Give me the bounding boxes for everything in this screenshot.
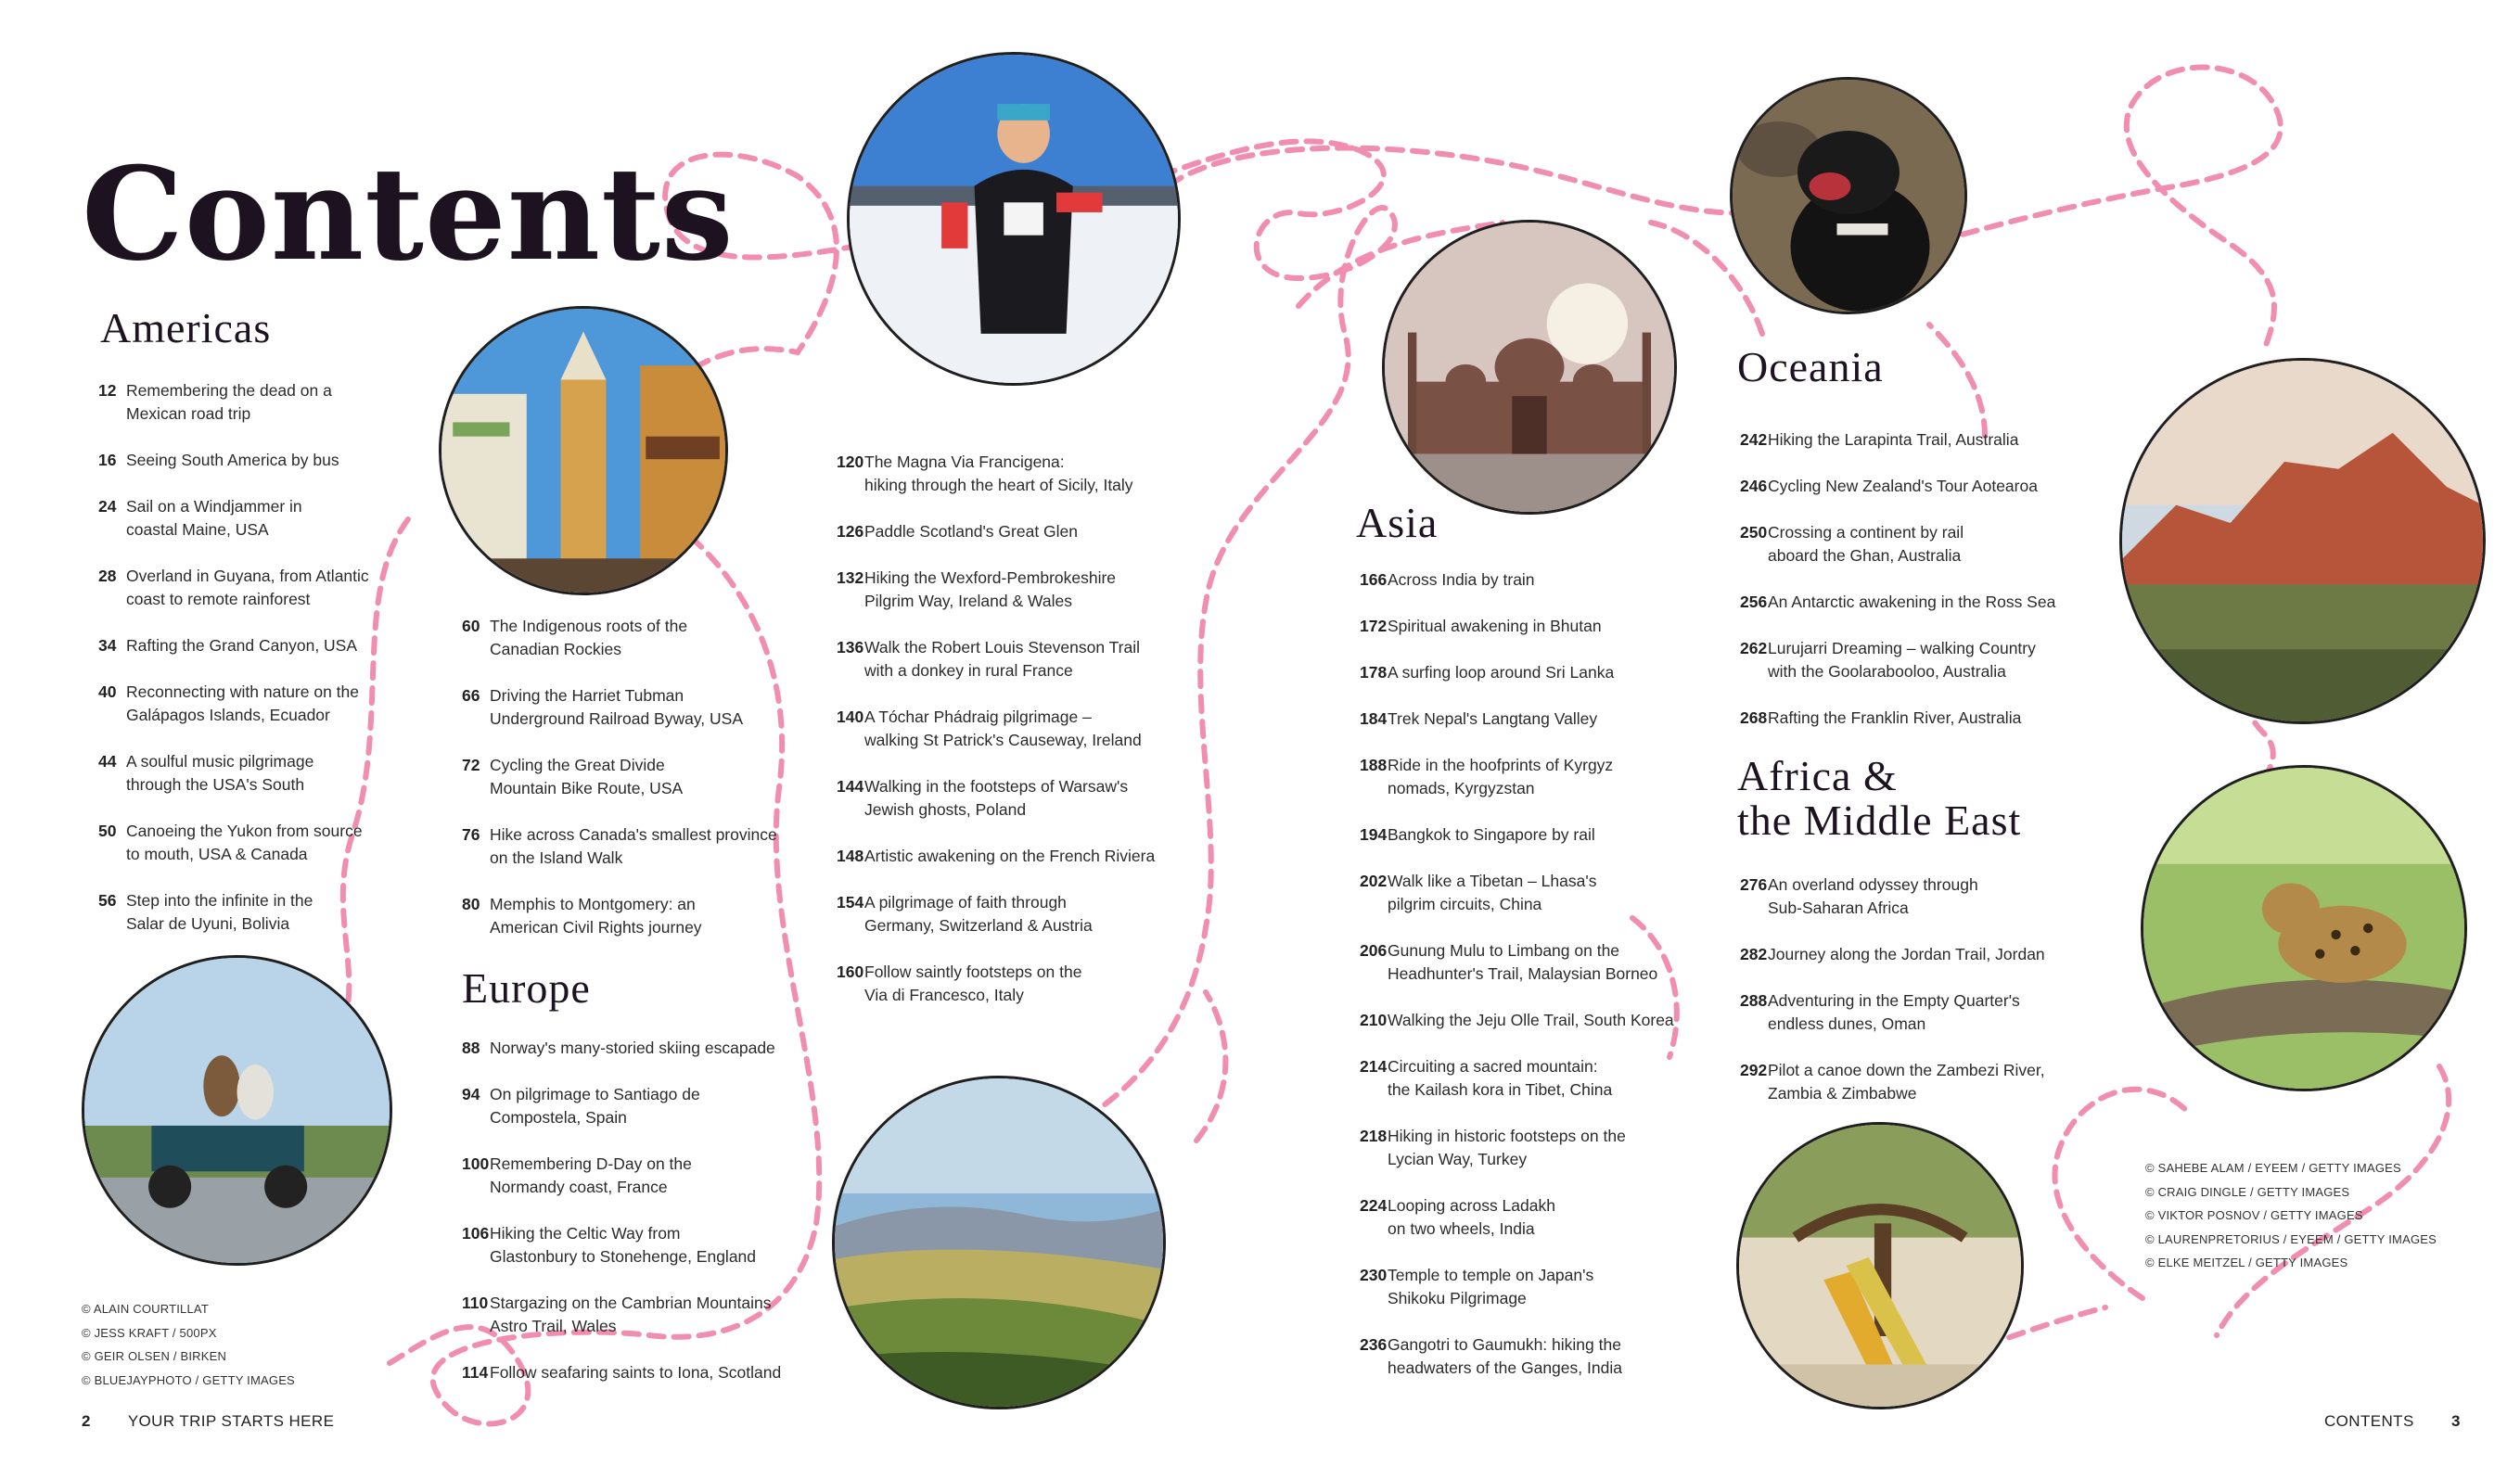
toc-title: Temple to temple on Japan's Shikoku Pilgrimage [1388, 1266, 1594, 1307]
toc-page-number: 88 [462, 1039, 480, 1057]
toc-entry[interactable] [462, 1153, 814, 1199]
toc-americas-continued [462, 615, 814, 939]
photo-credit: © ELKE MEITZEL / GETTY IMAGES [2145, 1256, 2348, 1269]
toc-page-number: 132 [837, 568, 864, 587]
toc-title: Walk the Robert Louis Stevenson Trail with a donkey in rural France [864, 638, 1140, 680]
toc-title: Remembering D-Day on the Normandy coast, France [490, 1154, 692, 1196]
page-title: Contents [82, 138, 735, 289]
toc-page-number: 242 [1740, 430, 1768, 449]
toc-page-number: 202 [1360, 872, 1388, 890]
toc-entry[interactable] [98, 634, 404, 657]
toc-entry[interactable] [1360, 1055, 1740, 1102]
toc-entry[interactable] [837, 451, 1208, 497]
folio-right [2324, 1412, 2461, 1431]
toc-page-number: 72 [462, 756, 480, 774]
folio-left [82, 1412, 334, 1431]
toc-entry[interactable] [462, 754, 814, 800]
toc-title: Cycling New Zealand's Tour Aotearoa [1768, 477, 2038, 495]
toc-entry[interactable] [1360, 1125, 1740, 1171]
toc-page-number: 16 [98, 451, 117, 469]
toc-page-number: 262 [1740, 639, 1768, 657]
toc-page-number: 276 [1740, 875, 1768, 894]
toc-page-number: 194 [1360, 825, 1388, 844]
toc-page-number: 12 [98, 381, 117, 400]
toc-title: Pilot a canoe down the Zambezi River, Zambia & Zimbabwe [1768, 1061, 2045, 1103]
toc-page-number: 40 [98, 682, 117, 701]
toc-title: Follow saintly footsteps on the Via di Francesco, Italy [864, 963, 1082, 1004]
toc-page-number: 188 [1360, 756, 1388, 774]
photo-red-mountains [2119, 358, 2486, 724]
toc-page-number: 126 [837, 522, 864, 541]
toc-page-number: 80 [462, 895, 480, 913]
toc-title: A surfing loop around Sri Lanka [1388, 663, 1615, 682]
toc-title: Stargazing on the Cambrian Mountains Astro Trail, Wales [490, 1294, 772, 1335]
toc-title: Adventuring in the Empty Quarter's endless dunes, Oman [1768, 991, 2020, 1033]
toc-page-number: 166 [1360, 570, 1388, 589]
toc-title: Paddle Scotland's Great Glen [864, 522, 1079, 541]
toc-entry[interactable] [1360, 661, 1740, 684]
toc-africa-middle-east [1740, 873, 2111, 1105]
toc-title: Lurujarri Dreaming – walking Country with the Goolarabooloo, Australia [1768, 639, 2036, 681]
toc-page-number: 100 [462, 1154, 490, 1173]
toc-page-number: 256 [1740, 593, 1768, 611]
toc-entry[interactable] [462, 684, 814, 731]
toc-page-number: 140 [837, 708, 864, 726]
toc-page-number: 120 [837, 453, 864, 471]
toc-page-number: 44 [98, 752, 117, 771]
section-heading-oceania: Oceania [1737, 343, 1884, 390]
toc-entry[interactable] [837, 567, 1208, 613]
toc-entry[interactable] [1740, 1059, 2111, 1105]
toc-entry[interactable] [837, 775, 1208, 822]
section-heading-europe: Europe [462, 964, 591, 1012]
toc-entry[interactable] [98, 820, 404, 866]
photo-sidecar-motorcycle [82, 955, 392, 1266]
toc-entry[interactable] [462, 1292, 814, 1338]
toc-entry[interactable] [1740, 428, 2111, 452]
running-head-left: YOUR TRIP STARTS HERE [127, 1412, 335, 1430]
toc-title: Canoeing the Yukon from source to mouth, USA & Canada [126, 822, 363, 863]
toc-title: Journey along the Jordan Trail, Jordan [1768, 945, 2045, 963]
toc-entry[interactable] [462, 893, 814, 939]
toc-entry[interactable] [98, 449, 404, 472]
toc-title: A pilgrimage of faith through Germany, Switzerland & Austria [864, 893, 1093, 935]
page-number-left: 2 [82, 1412, 91, 1430]
toc-entry[interactable] [98, 681, 404, 727]
toc-page-number: 106 [462, 1224, 490, 1243]
toc-entry[interactable] [98, 565, 404, 611]
toc-page-number: 154 [837, 893, 864, 912]
toc-page-number: 160 [837, 963, 864, 981]
toc-page-number: 246 [1740, 477, 1768, 495]
toc-title: Walking the Jeju Olle Trail, South Korea [1388, 1011, 1674, 1029]
toc-page-number: 218 [1360, 1127, 1388, 1145]
toc-title: Memphis to Montgomery: an American Civil Rights journey [490, 895, 702, 937]
toc-page-number: 282 [1740, 945, 1768, 963]
photo-leopard [2141, 765, 2467, 1091]
toc-page-number: 268 [1740, 708, 1768, 727]
toc-entry[interactable] [837, 636, 1208, 682]
photo-credit: © VIKTOR POSNOV / GETTY IMAGES [2145, 1208, 2363, 1222]
toc-title: An overland odyssey through Sub-Saharan Africa [1768, 875, 1978, 917]
toc-title: Artistic awakening on the French Riviera [864, 847, 1156, 865]
photo-credits-left [82, 1297, 295, 1392]
toc-title: The Magna Via Francigena: hiking through the heart of Sicily, Italy [864, 453, 1133, 494]
toc-page-number: 114 [462, 1363, 489, 1382]
toc-title: Step into the infinite in the Salar de Uyuni, Bolivia [126, 891, 313, 933]
toc-entry[interactable] [837, 520, 1208, 543]
photo-credit: © GEIR OLSEN / BIRKEN [82, 1349, 227, 1363]
toc-title: Follow seafaring saints to Iona, Scotland [490, 1363, 782, 1382]
toc-entry[interactable] [1360, 754, 1740, 800]
toc-entry[interactable] [98, 889, 404, 936]
toc-title: Gunung Mulu to Limbang on the Headhunter's Trail, Malaysian Borneo [1388, 941, 1658, 983]
toc-title: A soulful music pilgrimage through the USA's South [126, 752, 314, 794]
toc-title: Across India by train [1388, 570, 1535, 589]
toc-europe-continued [837, 451, 1208, 1007]
toc-title: A Tóchar Phádraig pilgrimage – walking St Patrick's Causeway, Ireland [864, 708, 1142, 749]
toc-title: Cycling the Great Divide Mountain Bike Route, USA [490, 756, 684, 797]
toc-page-number: 210 [1360, 1011, 1388, 1029]
toc-page-number: 110 [462, 1294, 489, 1312]
toc-entry[interactable] [837, 961, 1208, 1007]
toc-title: Walking in the footsteps of Warsaw's Jewish ghosts, Poland [864, 777, 1129, 819]
toc-page-number: 206 [1360, 941, 1388, 960]
toc-page-number: 34 [98, 636, 117, 655]
toc-entry[interactable] [1740, 591, 2111, 614]
photo-skier [847, 52, 1181, 386]
toc-entry[interactable] [1360, 1264, 1740, 1310]
toc-page-number: 76 [462, 825, 480, 844]
toc-entry[interactable] [1740, 637, 2111, 683]
toc-entry[interactable] [1740, 521, 2111, 567]
toc-title: Hiking in historic footsteps on the Lycian Way, Turkey [1388, 1127, 1626, 1168]
toc-entry[interactable] [98, 495, 404, 542]
photo-credit: © BLUEJAYPHOTO / GETTY IMAGES [82, 1372, 295, 1387]
toc-title: Sail on a Windjammer in coastal Maine, USA [126, 497, 302, 539]
toc-page-number: 60 [462, 617, 480, 635]
toc-title: Bangkok to Singapore by rail [1388, 825, 1595, 844]
toc-entry[interactable] [462, 1222, 814, 1269]
toc-page-number: 28 [98, 567, 117, 585]
photo-tasmanian-devil [1730, 77, 1967, 314]
toc-page-number: 50 [98, 822, 117, 840]
toc-title: Hiking the Larapinta Trail, Australia [1768, 430, 2019, 449]
toc-title: Rafting the Grand Canyon, USA [126, 636, 358, 655]
toc-title: Norway's many-storied skiing escapade [490, 1039, 775, 1057]
toc-page-number: 236 [1360, 1335, 1388, 1354]
toc-entry[interactable] [837, 706, 1208, 752]
toc-title: Spiritual awakening in Bhutan [1388, 617, 1602, 635]
toc-entry[interactable] [1360, 939, 1740, 986]
toc-page-number: 250 [1740, 523, 1768, 542]
photo-credit: © SAHEBE ALAM / EYEEM / GETTY IMAGES [2145, 1161, 2401, 1175]
toc-title: Overland in Guyana, from Atlantic coast to remote rainforest [126, 567, 369, 608]
toc-entry[interactable] [837, 845, 1208, 868]
toc-entry[interactable] [98, 379, 404, 426]
toc-entry[interactable] [98, 750, 404, 797]
photo-beach-canoes [1736, 1122, 2024, 1409]
page-number-right: 3 [2450, 1412, 2461, 1430]
toc-page-number: 292 [1740, 1061, 1768, 1079]
toc-entry[interactable] [1360, 1194, 1740, 1241]
toc-page-number: 144 [837, 777, 864, 796]
toc-entry[interactable] [1360, 615, 1740, 638]
section-heading-asia: Asia [1356, 499, 1439, 546]
toc-page-number: 214 [1360, 1057, 1388, 1076]
toc-entry[interactable] [1740, 475, 2111, 498]
toc-entry[interactable] [1740, 943, 2111, 966]
toc-entry[interactable] [462, 1083, 814, 1129]
photo-colonial-street [439, 306, 728, 595]
section-heading-americas: Americas [100, 304, 272, 351]
toc-page-number: 136 [837, 638, 864, 657]
toc-entry[interactable] [462, 615, 814, 661]
toc-title: Looping across Ladakh on two wheels, India [1388, 1196, 1555, 1238]
toc-title: Circuiting a sacred mountain: the Kailash kora in Tibet, China [1388, 1057, 1613, 1099]
photo-credit: © LAURENPRETORIUS / EYEEM / GETTY IMAGES [2145, 1231, 2437, 1246]
toc-page-number: 230 [1360, 1266, 1388, 1284]
toc-entry[interactable] [1360, 870, 1740, 916]
toc-title: Hike across Canada's smallest province on the Island Walk [490, 825, 777, 867]
photo-tuscan-hills [832, 1076, 1166, 1409]
toc-entry[interactable] [1360, 1333, 1740, 1380]
toc-title: Reconnecting with nature on the Galápagos Islands, Ecuador [126, 682, 359, 724]
toc-title: Crossing a continent by rail aboard the Ghan, Australia [1768, 523, 1964, 565]
toc-page-number: 288 [1740, 991, 1768, 1010]
toc-title: Remembering the dead on a Mexican road trip [126, 381, 332, 423]
toc-title: An Antarctic awakening in the Ross Sea [1768, 593, 2056, 611]
photo-credit: © JESS KRAFT / 500PX [82, 1325, 217, 1340]
toc-page-number: 184 [1360, 709, 1388, 728]
toc-oceania [1740, 428, 2111, 730]
photo-credit: © CRAIG DINGLE / GETTY IMAGES [2145, 1184, 2350, 1199]
toc-page-number: 178 [1360, 663, 1388, 682]
toc-title: The Indigenous roots of the Canadian Rockies [490, 617, 688, 658]
toc-entry[interactable] [1360, 823, 1740, 847]
toc-title: Ride in the hoofprints of Kyrgyz nomads, Kyrgyzstan [1388, 756, 1614, 797]
toc-title: Driving the Harriet Tubman Underground Railroad Byway, USA [490, 686, 744, 728]
toc-page-number: 94 [462, 1085, 480, 1103]
toc-entry[interactable] [462, 823, 814, 870]
toc-page-number: 56 [98, 891, 117, 910]
toc-entry[interactable] [462, 1361, 814, 1384]
toc-title: Trek Nepal's Langtang Valley [1388, 709, 1598, 728]
running-head-right: CONTENTS [2324, 1412, 2414, 1430]
toc-page-number: 24 [98, 497, 117, 516]
section-heading-africa-middle-east: Africa & the Middle East [1737, 752, 2022, 845]
photo-mosque-sunset [1382, 220, 1677, 515]
toc-entry[interactable] [1740, 989, 2111, 1036]
toc-americas [98, 379, 404, 936]
toc-entry[interactable] [837, 891, 1208, 937]
toc-title: Rafting the Franklin River, Australia [1768, 708, 2022, 727]
toc-page-number: 66 [462, 686, 480, 705]
toc-entry[interactable] [1360, 568, 1740, 592]
toc-entry[interactable] [1360, 1009, 1740, 1032]
toc-title: Hiking the Celtic Way from Glastonbury to Stonehenge, England [490, 1224, 757, 1266]
toc-entry[interactable] [462, 1037, 814, 1060]
toc-page-number: 148 [837, 847, 864, 865]
toc-page-number: 224 [1360, 1196, 1388, 1215]
toc-title: Gangotri to Gaumukh: hiking the headwaters of the Ganges, India [1388, 1335, 1622, 1377]
toc-entry[interactable] [1740, 707, 2111, 730]
toc-entry[interactable] [1740, 873, 2111, 920]
toc-title: Hiking the Wexford-Pembrokeshire Pilgrim Way, Ireland & Wales [864, 568, 1117, 610]
toc-title: Walk like a Tibetan – Lhasa's pilgrim circuits, China [1388, 872, 1597, 913]
toc-europe [462, 1037, 814, 1384]
photo-credit: © ALAIN COURTILLAT [82, 1302, 209, 1316]
toc-page-number: 172 [1360, 617, 1388, 635]
toc-title: On pilgrimage to Santiago de Compostela, Spain [490, 1085, 700, 1127]
toc-entry[interactable] [1360, 708, 1740, 731]
toc-title: Seeing South America by bus [126, 451, 339, 469]
photo-credits-right [2145, 1156, 2437, 1275]
toc-asia [1360, 568, 1740, 1380]
